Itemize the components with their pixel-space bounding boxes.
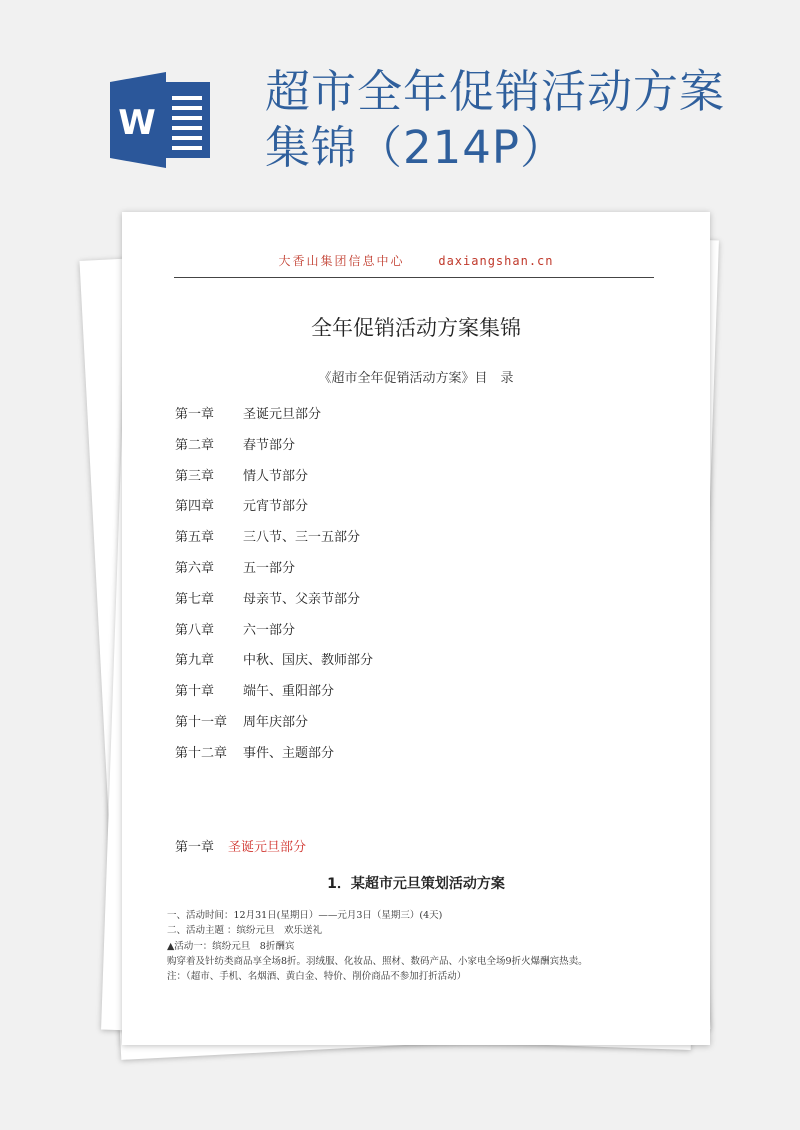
chapter1-title: 圣诞元旦部分 [228,840,307,855]
toc-entry-title: 情人节部分 [243,468,309,484]
body-line: 注：（超市、手机、名烟酒、黄白金、特价、削价商品不参加打折活动） [167,971,467,983]
toc-entry-title: 中秋、国庆、教师部分 [243,653,374,669]
body-line: 一、活动时间：12月31日(星期日）——元月3日（星期三）(4天) [167,910,443,921]
toc-entry-title: 母亲节、父亲节部分 [243,591,361,607]
toc-row [175,649,373,680]
toc-chapter: 第九章 [175,653,215,669]
body-text [167,908,588,984]
section-title: 1．某超市元旦策划活动方案 [327,876,505,892]
header-rule [174,277,654,278]
toc-entry-title: 圣诞元旦部分 [243,407,322,422]
toc-entry-title: 春节部分 [243,437,296,453]
chapter1-label: 第一章 [175,840,215,855]
toc-row [175,680,373,711]
toc-row [175,588,373,619]
toc-entry-title: 六一部分 [243,622,296,638]
toc-chapter: 第八章 [175,622,215,638]
toc-entry-title: 元宵节部分 [243,499,309,515]
toc-row [175,711,373,742]
word-icon [110,72,210,168]
body-line: 二、活动主题 ：缤纷元旦 欢乐送礼 [167,925,323,937]
body-line: ▲活动一：缤纷元旦 8折酬宾 [167,940,295,952]
toc-chapter: 第七章 [175,591,215,607]
toc-chapter: 第二章 [175,437,215,453]
body-line: 购穿着及针纺类商品享全场8折。羽绒服、化妆品、照材、数码产品、小家电全场9折火爆酬宾热卖。 [167,955,588,967]
toc-entry-title: 五一部分 [243,560,296,576]
chapter1-heading [175,836,306,855]
header-org: 大香山集团信息中心 [278,254,405,268]
doc-title: 全年促销活动方案集锦 [311,316,521,340]
toc-row [175,434,373,465]
toc-chapter: 第三章 [175,468,215,484]
toc-chapter: 第十二章 [175,745,228,761]
toc-chapter: 第十章 [175,684,215,700]
banner-title-line2: 集锦（214P） [265,121,567,174]
toc-row [175,742,373,773]
toc-row [175,403,373,434]
header-url: daxiangshan.cn [438,254,554,268]
toc-entry-title: 端午、重阳部分 [243,684,335,700]
page-header [122,252,710,269]
toc-chapter: 第一章 [175,407,215,422]
toc-entry-title: 事件、主题部分 [243,745,335,761]
banner-title-line1: 超市全年促销活动方案 [265,65,726,118]
document-page [122,212,710,1045]
toc-chapter: 第十一章 [175,714,228,730]
banner-title [265,64,725,176]
toc-row [175,557,373,588]
toc-row [175,619,373,650]
toc-chapter: 第五章 [175,530,215,546]
table-of-contents [175,403,373,773]
toc-title: 《超市全年促销活动方案》目 录 [318,371,514,386]
toc-entry-title: 三八节、三一五部分 [243,530,361,546]
toc-row [175,495,373,526]
toc-entry-title: 周年庆部分 [243,714,309,730]
svg-text:W: W [118,103,156,143]
toc-row [175,526,373,557]
toc-chapter: 第四章 [175,499,215,515]
toc-chapter: 第六章 [175,560,215,576]
toc-row [175,465,373,496]
